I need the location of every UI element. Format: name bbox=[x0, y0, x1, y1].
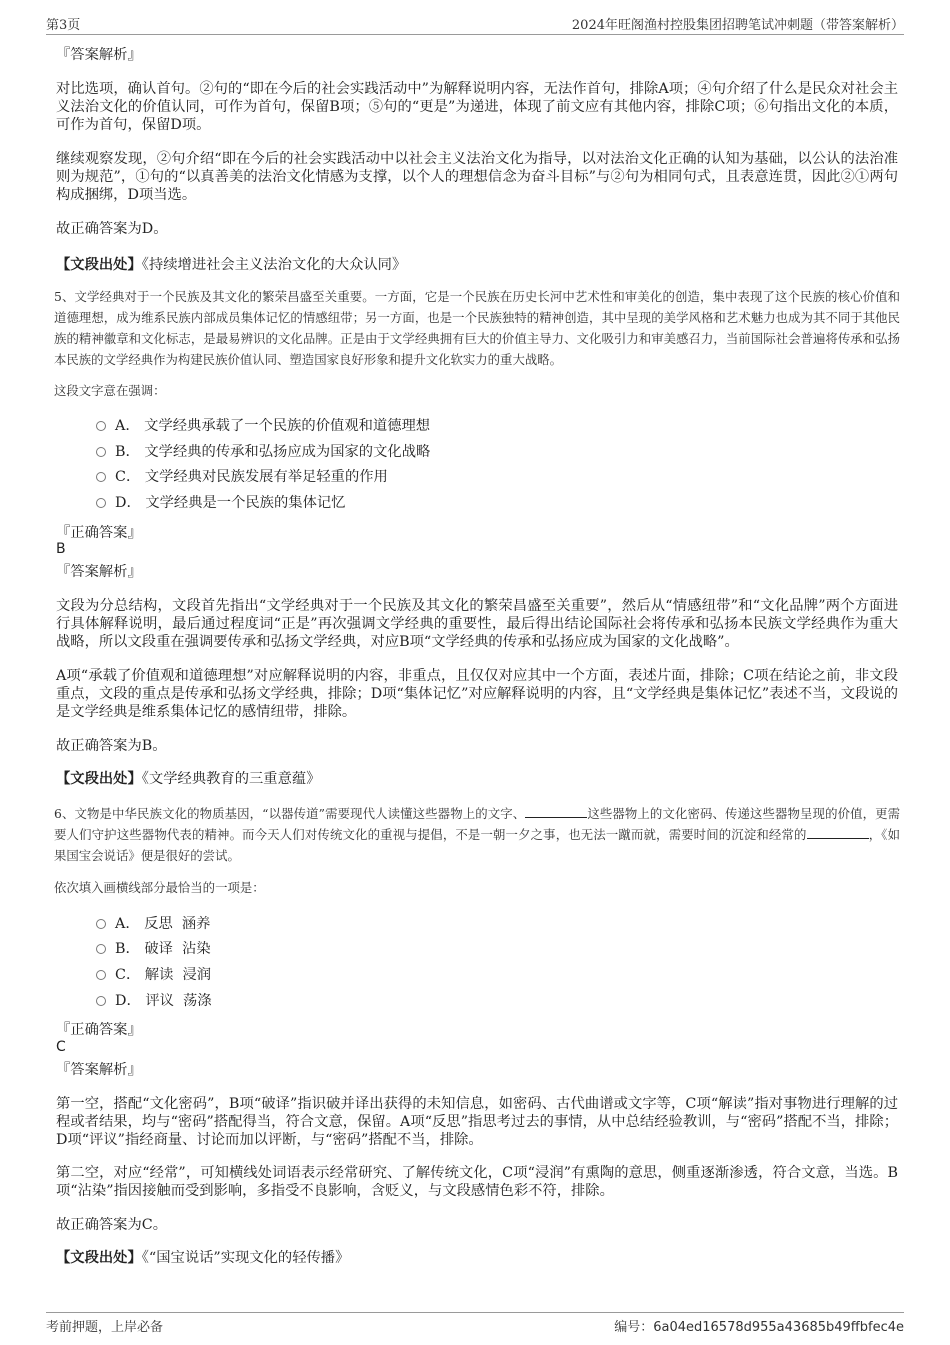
q5-option-b[interactable]: B． 文学经典的传承和弘扬应成为国家的文化战略 bbox=[96, 442, 430, 462]
radio-icon[interactable] bbox=[96, 944, 106, 954]
q5-prompt: 这段文字意在强调： bbox=[54, 383, 166, 398]
q6-analysis-para1: 第一空，搭配“文化密码”，B项“破译”指识破并译出获得的未知信息，如密码、古代曲谱或文字等，C项“解读”指对事物进行理解的过程或者结果，均与“密码”搭配得当，符合文意，保留。A项“反思”指思考过去的事情，从中总结经验教训，与“密码”搭配不当，排除；D项“评议”指经商量、讨论而加以评断，与“密码”搭配不当，排除。 bbox=[56, 1096, 898, 1148]
q6-option-c[interactable]: C． 解读 浸润 bbox=[96, 965, 211, 985]
q5-conclusion: 故正确答案为B。 bbox=[56, 738, 167, 754]
q6-source-label: 【文段出处】 bbox=[56, 1250, 142, 1266]
radio-icon[interactable] bbox=[96, 996, 106, 1006]
q5-source-title: 《文学经典教育的三重意蕴》 bbox=[141, 771, 321, 787]
q6-option-b[interactable]: B． 破译 沾染 bbox=[96, 939, 211, 959]
q5-source bbox=[56, 770, 898, 788]
q5-answer: B bbox=[56, 541, 66, 557]
q4-analysis-para2: 继续观察发现，②句介绍“即在今后的社会实践活动中以社会主义法治文化为指导，以对法治文化正确的认知为基础，以公认的法治准则为规范”，①句的“以真善美的法治文化情感为支撑，以个人的理想信念为奋斗目标”与②句为相同句式，且表意连贯，因此②①两句构成捆绑，D项当选。 bbox=[56, 151, 898, 203]
fill-blank-2 bbox=[807, 826, 869, 839]
q5-source-label: 【文段出处】 bbox=[56, 771, 142, 787]
q6-passage: 6、文物是中华民族文化的物质基因，“以器传道”需要现代人读懂这些器物上的文字、 这些器物上的文化密码、传递这些器物呈现的价值，更需要人们守护这些器物代表的精神。而今天人们对传统文化的重视与提倡，不是一朝一夕之事，也无法一蹴而就，需要时间的沉淀和经常的 ，《如果国宝会说话》便是很好的尝试。 bbox=[54, 806, 901, 863]
radio-icon[interactable] bbox=[96, 498, 106, 508]
q6-option-d[interactable]: D． 评议 荡涤 bbox=[96, 991, 212, 1011]
radio-icon[interactable] bbox=[96, 421, 106, 431]
q6-answer-label: 『正确答案』 bbox=[56, 1022, 142, 1038]
radio-icon[interactable] bbox=[96, 970, 106, 980]
footer-slogan: 考前押题，上岸必备 bbox=[46, 1320, 164, 1335]
q5-analysis-para1: 文段为分总结构，文段首先指出“文学经典对于一个民族及其文化的繁荣昌盛至关重要”，然后从“情感纽带”和“文化品牌”两个方面进行具体解释说明，最后通过程度词“正是”再次强调文学经典的重要性，最后得出结论国际社会将传承和弘扬本民族文学经典作为重大战略，所以文段重在强调要传承和弘扬文学经典，对应B项“文学经典的传承和弘扬应成为国家的文化战略”。 bbox=[56, 598, 898, 650]
fill-blank-1 bbox=[525, 805, 587, 818]
document-code: 编号：6a04ed16578d955a43685b49ffbfec4e bbox=[614, 1320, 904, 1335]
q4-conclusion: 故正确答案为D。 bbox=[56, 221, 168, 237]
q5-answer-label: 『正确答案』 bbox=[56, 525, 142, 541]
q4-analysis-para1: 对比选项，确认首句。②句的“即在今后的社会实践活动中”为解释说明内容，无法作首句，排除A项；④句介绍了什么是民众对社会主义法治文化的价值认同，可作为首句，保留B项；⑤句的“更是”为递进，体现了前文应有其他内容，排除C项；⑥句指出文化的本质，可作为首句，保留D项。 bbox=[56, 81, 898, 133]
q5-option-d[interactable]: D． 文学经典是一个民族的集体记忆 bbox=[96, 493, 345, 513]
q6-analysis-para2: 第二空，对应“经常”，可知横线处词语表示经常研究、了解传统文化，C项“浸润”有熏陶的意思，侧重逐渐渗透，符合文意，当选。B项“沾染”指因接触而受到影响，多指受不良影响，含贬义，与文段感情色彩不符，排除。 bbox=[56, 1165, 898, 1199]
q5-passage: 5、文学经典对于一个民族及其文化的繁荣昌盛至关重要。一方面，它是一个民族在历史长河中艺术性和审美化的创造，集中表现了这个民族的核心价值和道德理想，成为维系民族内部成员集体记忆的情感纽带；另一方面，也是一个民族独特的精神创造，其中呈现的美学风格和艺术魅力也成为其不同于其他民族的精神徽章和文化标志，是最易辨识的文化品牌。正是由于文学经典拥有巨大的价值主导力、文化吸引力和审美感召力，当前国际社会普遍将传承和弘扬本民族的文学经典作为构建民族价值认同、塑造国家良好形象和提升文化软实力的重大战略。 bbox=[54, 289, 900, 367]
page-number: 第3页 bbox=[46, 18, 81, 33]
page-header bbox=[46, 14, 904, 35]
q6-conclusion: 故正确答案为C。 bbox=[56, 1217, 168, 1233]
document-title: 2024年旺阁渔村控股集团招聘笔试冲刺题（带答案解析） bbox=[571, 18, 904, 33]
q4-source bbox=[56, 256, 898, 274]
q5-option-c[interactable]: C． 文学经典对民族发展有举足轻重的作用 bbox=[96, 467, 388, 487]
q6-answer: C bbox=[56, 1039, 66, 1055]
q4-source-title: 《持续增进社会主义法治文化的大众认同》 bbox=[141, 257, 407, 273]
q5-analysis-label: 『答案解析』 bbox=[56, 564, 142, 580]
q6-prompt: 依次填入画横线部分最恰当的一项是： bbox=[54, 880, 265, 895]
q5-analysis-para2: A项“承载了价值观和道德理想”对应解释说明的内容，非重点，且仅仅对应其中一个方面，表述片面，排除；C项在结论之前，非文段重点，文段的重点是传承和弘扬文学经典，排除；D项“集体记忆”对应解释说明的内容，且“文学经典是集体记忆”表述不当，文段说的是文学经典是维系集体记忆的感情纽带，排除。 bbox=[56, 668, 898, 720]
radio-icon[interactable] bbox=[96, 447, 106, 457]
q6-analysis-label: 『答案解析』 bbox=[56, 1062, 142, 1078]
q4-source-label: 【文段出处】 bbox=[56, 257, 142, 273]
q4-analysis-label: 『答案解析』 bbox=[56, 47, 142, 63]
radio-icon[interactable] bbox=[96, 919, 106, 929]
q6-option-a[interactable]: A． 反思 涵养 bbox=[96, 914, 210, 934]
q5-option-a[interactable]: A． 文学经典承载了一个民族的价值观和道德理想 bbox=[96, 416, 430, 436]
radio-icon[interactable] bbox=[96, 472, 106, 482]
q6-source-title: 《“国宝说话”实现文化的轻传播》 bbox=[141, 1250, 350, 1266]
q6-source bbox=[56, 1249, 898, 1267]
page-footer bbox=[46, 1312, 904, 1335]
